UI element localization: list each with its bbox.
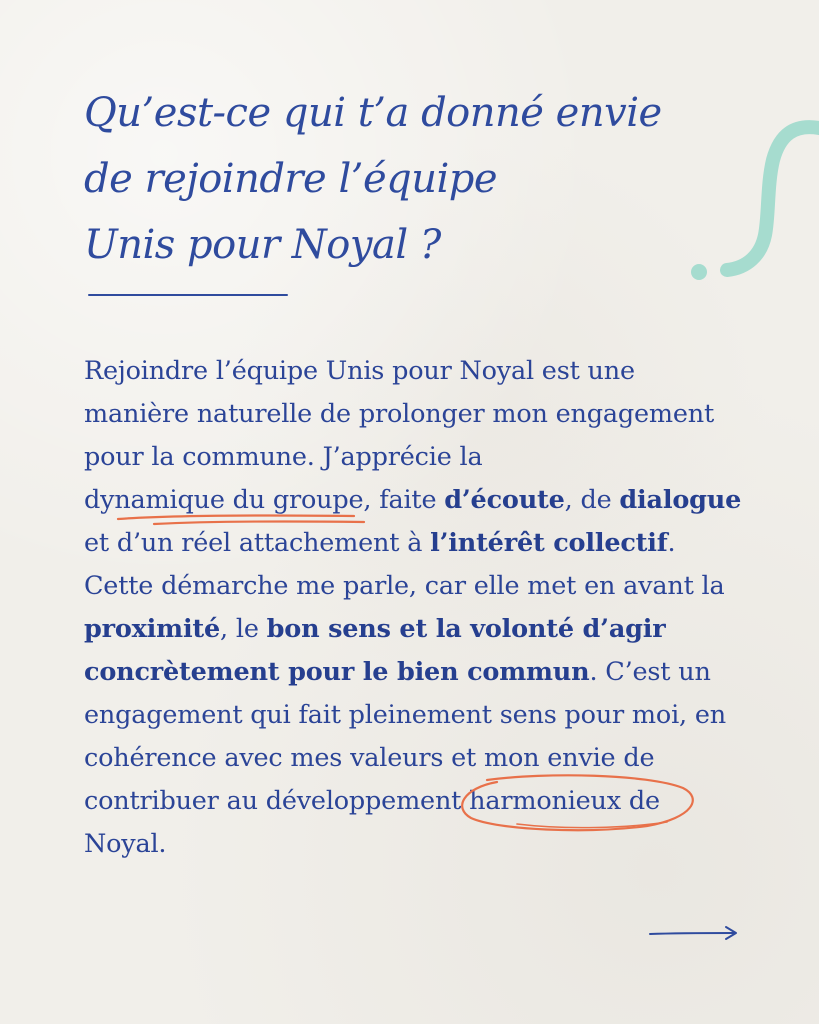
heading-line-2: de rejoindre l’équipe [84,156,498,202]
emphasis-bon-sens: bon sens et la volonté d’agir concrètement pour le bien commun [84,614,666,687]
paragraph-2: Cette démarche me parle, car elle met en avant la proximité, le bon sens et la volonté d’agir concrètement pour le bien commun. C’est un engagement qui fait pleinement sens pour moi, en cohérence avec mes valeurs et mon envie de contribuer au développement harmonieux de Noyal. [84,571,726,859]
orange-circle [457,774,697,832]
paragraph-1: Rejoindre l’équipe Unis pour Noyal est une manière naturelle de prolonger mon engagement pour la commune. J’apprécie la dynamique du groupe , faite d’écoute, de dialogue et d’un réel attachement à l’intérêt collectif. [84,356,742,558]
arrow-right-icon[interactable] [648,924,740,942]
page-heading [84,80,662,278]
orange-underline [114,513,374,527]
emphasis-dialogue: dialogue [619,485,742,515]
circled-phrase: harmonieux de [469,780,660,823]
heading-divider [88,294,288,296]
emphasis-interet-collectif: l’intérêt collectif [430,528,668,558]
heading-line-1: Qu’est-ce qui t’a donné envie [84,90,662,136]
heading-line-3: Unis pour Noyal ? [84,222,441,268]
teal-squiggle-decoration [685,120,819,290]
underlined-phrase: dynamique du groupe [84,479,363,522]
emphasis-ecoute: d’écoute [444,485,565,515]
answer-text [84,350,744,866]
emphasis-proximite: proximité [84,614,221,644]
